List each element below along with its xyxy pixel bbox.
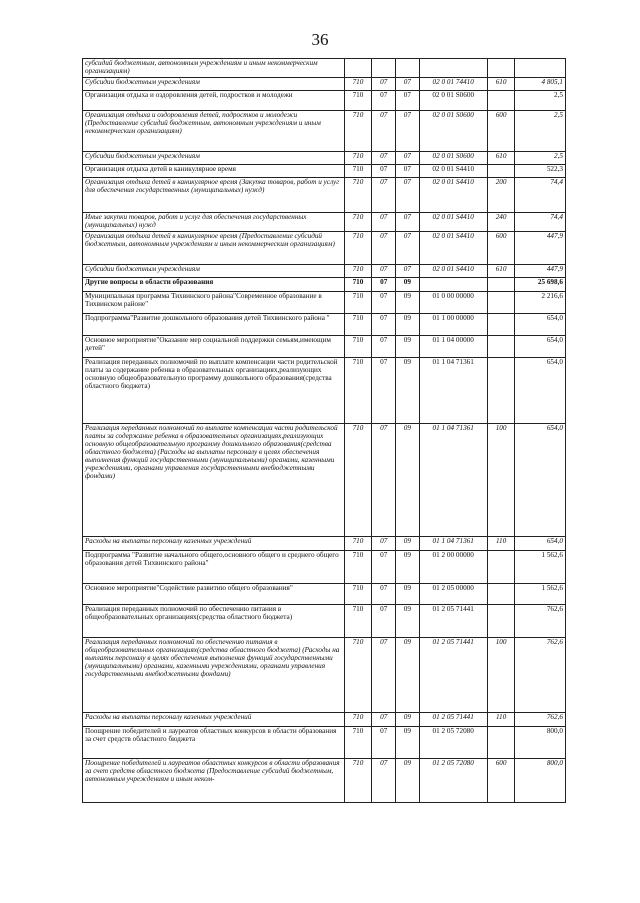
row-name-cell: Организация отдыха детей в каникулярное время (Закупка товаров, работ и услуг для обеспечения государственных (муниципальных) нужд) — [83, 178, 345, 213]
row-ps-cell: 09 — [396, 358, 420, 424]
row-name-cell: субсидий бюджетным, автономным учреждениям и иным некоммерческим организациям) — [83, 59, 345, 78]
row-rz-cell: 710 — [344, 78, 372, 91]
row-vr-cell: 610 — [487, 78, 515, 91]
row-pr-cell — [372, 59, 396, 78]
row-vr-cell: 610 — [487, 152, 515, 165]
row-name-cell: Основное мероприятие"Содействие развитию общего образования" — [83, 584, 345, 605]
row-rz-cell: 710 — [344, 152, 372, 165]
row-ps-cell: 07 — [396, 152, 420, 165]
row-sum-cell: 1 562,6 — [515, 584, 566, 605]
row-csr-cell: 01 0 00 00000 — [419, 292, 487, 314]
row-csr-cell: 01 1 04 71361 — [419, 537, 487, 551]
row-pr-cell: 07 — [372, 232, 396, 265]
row-rz-cell: 710 — [344, 165, 372, 178]
row-ps-cell: 07 — [396, 111, 420, 152]
row-vr-cell — [487, 292, 515, 314]
row-ps-cell: 09 — [396, 605, 420, 638]
row-rz-cell: 710 — [344, 584, 372, 605]
row-sum-cell: 654,0 — [515, 424, 566, 537]
row-ps-cell: 07 — [396, 91, 420, 111]
table-row — [83, 336, 566, 358]
row-sum-cell: 2,5 — [515, 111, 566, 152]
row-name-cell: Реализация переданных полномочий по обеспечению питания в общеобразовательных организациях(средства областного бюджета) (Расходы на выплаты персоналу в целях обеспечения выполнения функций государственными (муниципальными) органами, казенными учреждениями, органами управления государственными внебюджетными фондами) — [83, 638, 345, 713]
row-name-cell: Субсидии бюджетным учреждениям — [83, 265, 345, 278]
table-row — [83, 165, 566, 178]
row-vr-cell — [487, 165, 515, 178]
row-sum-cell: 800,0 — [515, 759, 566, 803]
row-csr-cell: 01 1 04 71361 — [419, 358, 487, 424]
row-csr-cell: 02 0 01 S4410 — [419, 213, 487, 232]
row-pr-cell: 07 — [372, 424, 396, 537]
row-csr-cell: 01 2 05 71441 — [419, 638, 487, 713]
row-vr-cell — [487, 336, 515, 358]
row-pr-cell: 07 — [372, 727, 396, 759]
row-rz-cell: 710 — [344, 178, 372, 213]
row-csr-cell: 02 0 01 S4410 — [419, 265, 487, 278]
row-vr-cell: 600 — [487, 111, 515, 152]
row-pr-cell: 07 — [372, 152, 396, 165]
row-name-cell: Реализация переданных полномочий по обеспечению питания в общеобразовательных организациях(средства областного бюджета) — [83, 605, 345, 638]
row-sum-cell: 2,5 — [515, 152, 566, 165]
row-csr-cell: 01 2 05 72080 — [419, 759, 487, 803]
row-csr-cell — [419, 59, 487, 78]
row-vr-cell: 200 — [487, 178, 515, 213]
row-rz-cell: 710 — [344, 727, 372, 759]
table-row — [83, 265, 566, 278]
row-name-cell: Реализация переданных полномочий по выплате компенсации части родительской платы за содержание ребенка в образовательных организациях,реализующих основную общеобразовательную программу дошкольного образования(средства областного бюджета) (Расходы на выплаты персоналу в целях обеспечения выполнения функций государственными (муниципальными) органами, казенными учреждениями, органами управления государственными внебюджетными фондами) — [83, 424, 345, 537]
table-row — [83, 727, 566, 759]
row-sum-cell: 2,5 — [515, 91, 566, 111]
row-sum-cell: 654,0 — [515, 358, 566, 424]
table-row — [83, 424, 566, 537]
row-sum-cell: 4 805,1 — [515, 78, 566, 91]
row-pr-cell: 07 — [372, 713, 396, 727]
row-rz-cell: 710 — [344, 424, 372, 537]
row-ps-cell: 07 — [396, 178, 420, 213]
table-row — [83, 292, 566, 314]
row-csr-cell: 01 1 04 00000 — [419, 336, 487, 358]
row-ps-cell: 09 — [396, 584, 420, 605]
row-sum-cell: 25 698,6 — [515, 278, 566, 292]
row-vr-cell: 240 — [487, 213, 515, 232]
row-sum-cell: 762,6 — [515, 605, 566, 638]
row-sum-cell: 800,0 — [515, 727, 566, 759]
row-csr-cell: 01 1 04 71361 — [419, 424, 487, 537]
row-csr-cell: 01 2 05 00000 — [419, 584, 487, 605]
row-rz-cell: 710 — [344, 713, 372, 727]
row-sum-cell: 654,0 — [515, 537, 566, 551]
row-pr-cell: 07 — [372, 78, 396, 91]
table-row — [83, 178, 566, 213]
row-ps-cell: 07 — [396, 265, 420, 278]
row-rz-cell: 710 — [344, 213, 372, 232]
row-ps-cell: 07 — [396, 78, 420, 91]
row-name-cell: Реализация переданных полномочий по выплате компенсации части родительской платы за содержание ребенка в образовательных организациях,реализующих основную общеобразовательную программу дошкольного образования(средства областного бюджета) — [83, 358, 345, 424]
row-name-cell: Подпрограмма"Развитие дошкольного образования детей Тихвинского района " — [83, 314, 345, 336]
row-rz-cell: 710 — [344, 292, 372, 314]
row-ps-cell: 09 — [396, 292, 420, 314]
row-rz-cell: 710 — [344, 551, 372, 584]
row-csr-cell: 02 0 01 S4410 — [419, 232, 487, 265]
row-name-cell: Муниципальная программа Тихвинского района"Современное образование в Тихвинском районе" — [83, 292, 345, 314]
row-vr-cell — [487, 551, 515, 584]
row-vr-cell: 110 — [487, 537, 515, 551]
table-row — [83, 78, 566, 91]
row-sum-cell: 74,4 — [515, 213, 566, 232]
row-rz-cell: 710 — [344, 91, 372, 111]
row-csr-cell: 02 0 01 S4410 — [419, 178, 487, 213]
row-sum-cell: 654,0 — [515, 314, 566, 336]
row-rz-cell: 710 — [344, 358, 372, 424]
row-ps-cell: 09 — [396, 551, 420, 584]
row-pr-cell: 07 — [372, 551, 396, 584]
table-row — [83, 551, 566, 584]
row-ps-cell — [396, 59, 420, 78]
row-rz-cell: 710 — [344, 759, 372, 803]
row-rz-cell — [344, 59, 372, 78]
table-row — [83, 584, 566, 605]
row-csr-cell: 02 0 01 S0600 — [419, 111, 487, 152]
row-vr-cell: 100 — [487, 424, 515, 537]
row-name-cell: Поощрение победителей и лауреатов областных конкурсов в области образования за счет средств областного бюджета — [83, 727, 345, 759]
table-row — [83, 314, 566, 336]
row-sum-cell: 654,0 — [515, 336, 566, 358]
row-rz-cell: 710 — [344, 605, 372, 638]
row-ps-cell: 09 — [396, 727, 420, 759]
row-name-cell: Организация отдыха и оздоровления детей, подростков и молодежи — [83, 91, 345, 111]
row-vr-cell — [487, 314, 515, 336]
row-ps-cell: 09 — [396, 713, 420, 727]
row-vr-cell: 100 — [487, 638, 515, 713]
row-pr-cell: 07 — [372, 314, 396, 336]
row-name-cell: Расходы на выплаты персоналу казенных учреждений — [83, 713, 345, 727]
row-name-cell: Организация отдыха детей в каникулярное время (Предоставление субсидий бюджетным, автономным учреждениям и иным некоммерческим организациям) — [83, 232, 345, 265]
row-rz-cell: 710 — [344, 314, 372, 336]
row-vr-cell: 110 — [487, 713, 515, 727]
table-row — [83, 278, 566, 292]
row-vr-cell — [487, 278, 515, 292]
table-row — [83, 713, 566, 727]
page-number: 36 — [311, 30, 329, 49]
row-csr-cell: 01 2 05 71441 — [419, 713, 487, 727]
row-sum-cell: 762,6 — [515, 713, 566, 727]
row-pr-cell: 07 — [372, 278, 396, 292]
table-row — [83, 111, 566, 152]
row-csr-cell: 02 0 01 S0600 — [419, 91, 487, 111]
row-pr-cell: 07 — [372, 91, 396, 111]
row-csr-cell: 01 2 05 71441 — [419, 605, 487, 638]
row-rz-cell: 710 — [344, 537, 372, 551]
row-pr-cell: 07 — [372, 537, 396, 551]
row-csr-cell: 02 0 01 74410 — [419, 78, 487, 91]
table-row — [83, 91, 566, 111]
row-rz-cell: 710 — [344, 265, 372, 278]
row-csr-cell: 02 0 01 S0600 — [419, 152, 487, 165]
row-sum-cell: 1 562,6 — [515, 551, 566, 584]
row-sum-cell: 447,9 — [515, 265, 566, 278]
row-rz-cell: 710 — [344, 638, 372, 713]
row-pr-cell: 07 — [372, 178, 396, 213]
row-pr-cell: 07 — [372, 605, 396, 638]
row-name-cell: Субсидии бюджетным учреждениям — [83, 78, 345, 91]
row-ps-cell: 07 — [396, 232, 420, 265]
row-pr-cell: 07 — [372, 165, 396, 178]
row-ps-cell: 07 — [396, 213, 420, 232]
row-name-cell: Расходы на выплаты персоналу казенных учреждений — [83, 537, 345, 551]
row-vr-cell: 610 — [487, 265, 515, 278]
row-vr-cell: 600 — [487, 759, 515, 803]
row-vr-cell — [487, 605, 515, 638]
row-pr-cell: 07 — [372, 638, 396, 713]
row-pr-cell: 07 — [372, 336, 396, 358]
table-row — [83, 59, 566, 78]
row-name-cell: Организация отдыха и оздоровления детей, подростков и молодежи (Предоставление субсидий бюджетным, автономным учреждениям и иным некоммерческим организациям) — [83, 111, 345, 152]
row-vr-cell — [487, 59, 515, 78]
row-name-cell: Подпрограмма "Развитие начального общего,основного общего и среднего общего образования детей Тихвинского района" — [83, 551, 345, 584]
row-ps-cell: 09 — [396, 336, 420, 358]
row-pr-cell: 07 — [372, 584, 396, 605]
row-name-cell: Иные закупки товаров, работ и услуг для обеспечения государственных (муниципальных) нужд — [83, 213, 345, 232]
row-ps-cell: 09 — [396, 537, 420, 551]
row-pr-cell: 07 — [372, 358, 396, 424]
row-vr-cell: 600 — [487, 232, 515, 265]
row-sum-cell: 74,4 — [515, 178, 566, 213]
row-sum-cell: 762,6 — [515, 638, 566, 713]
row-pr-cell: 07 — [372, 265, 396, 278]
row-pr-cell: 07 — [372, 292, 396, 314]
row-ps-cell: 09 — [396, 314, 420, 336]
row-ps-cell: 09 — [396, 638, 420, 713]
table-row — [83, 537, 566, 551]
row-sum-cell: 447,9 — [515, 232, 566, 265]
table-row — [83, 152, 566, 165]
row-name-cell: Субсидии бюджетным учреждениям — [83, 152, 345, 165]
row-name-cell: Основное мероприятие"Оказание мер социальной поддержки семьям,имеющим детей" — [83, 336, 345, 358]
row-sum-cell: 2 216,6 — [515, 292, 566, 314]
row-csr-cell: 01 2 00 00000 — [419, 551, 487, 584]
budget-table-body — [83, 59, 566, 803]
row-name-cell: Организация отдыха детей в каникулярное время — [83, 165, 345, 178]
row-sum-cell: 522,3 — [515, 165, 566, 178]
row-vr-cell — [487, 584, 515, 605]
row-sum-cell — [515, 59, 566, 78]
row-pr-cell: 07 — [372, 111, 396, 152]
row-name-cell: Другие вопросы в области образования — [83, 278, 345, 292]
row-vr-cell — [487, 727, 515, 759]
table-row — [83, 759, 566, 803]
row-csr-cell: 01 1 00 00000 — [419, 314, 487, 336]
table-row — [83, 358, 566, 424]
row-ps-cell: 09 — [396, 278, 420, 292]
row-vr-cell — [487, 91, 515, 111]
row-rz-cell: 710 — [344, 336, 372, 358]
row-csr-cell — [419, 278, 487, 292]
table-row — [83, 605, 566, 638]
table-row — [83, 213, 566, 232]
table-row — [83, 232, 566, 265]
row-rz-cell: 710 — [344, 111, 372, 152]
budget-table — [82, 58, 566, 803]
row-ps-cell: 07 — [396, 165, 420, 178]
row-csr-cell: 02 0 01 S4410 — [419, 165, 487, 178]
row-ps-cell: 09 — [396, 424, 420, 537]
row-name-cell: Поощрение победителей и лауреатов областных конкурсов в области образования за счет средств областного бюджета (Предоставление субсидий бюджетным, автономным учреждениям и иным неком- — [83, 759, 345, 803]
row-pr-cell: 07 — [372, 213, 396, 232]
row-vr-cell — [487, 358, 515, 424]
row-rz-cell: 710 — [344, 232, 372, 265]
table-row — [83, 638, 566, 713]
row-csr-cell: 01 2 05 72080 — [419, 727, 487, 759]
row-pr-cell: 07 — [372, 759, 396, 803]
row-rz-cell: 710 — [344, 278, 372, 292]
row-ps-cell: 09 — [396, 759, 420, 803]
